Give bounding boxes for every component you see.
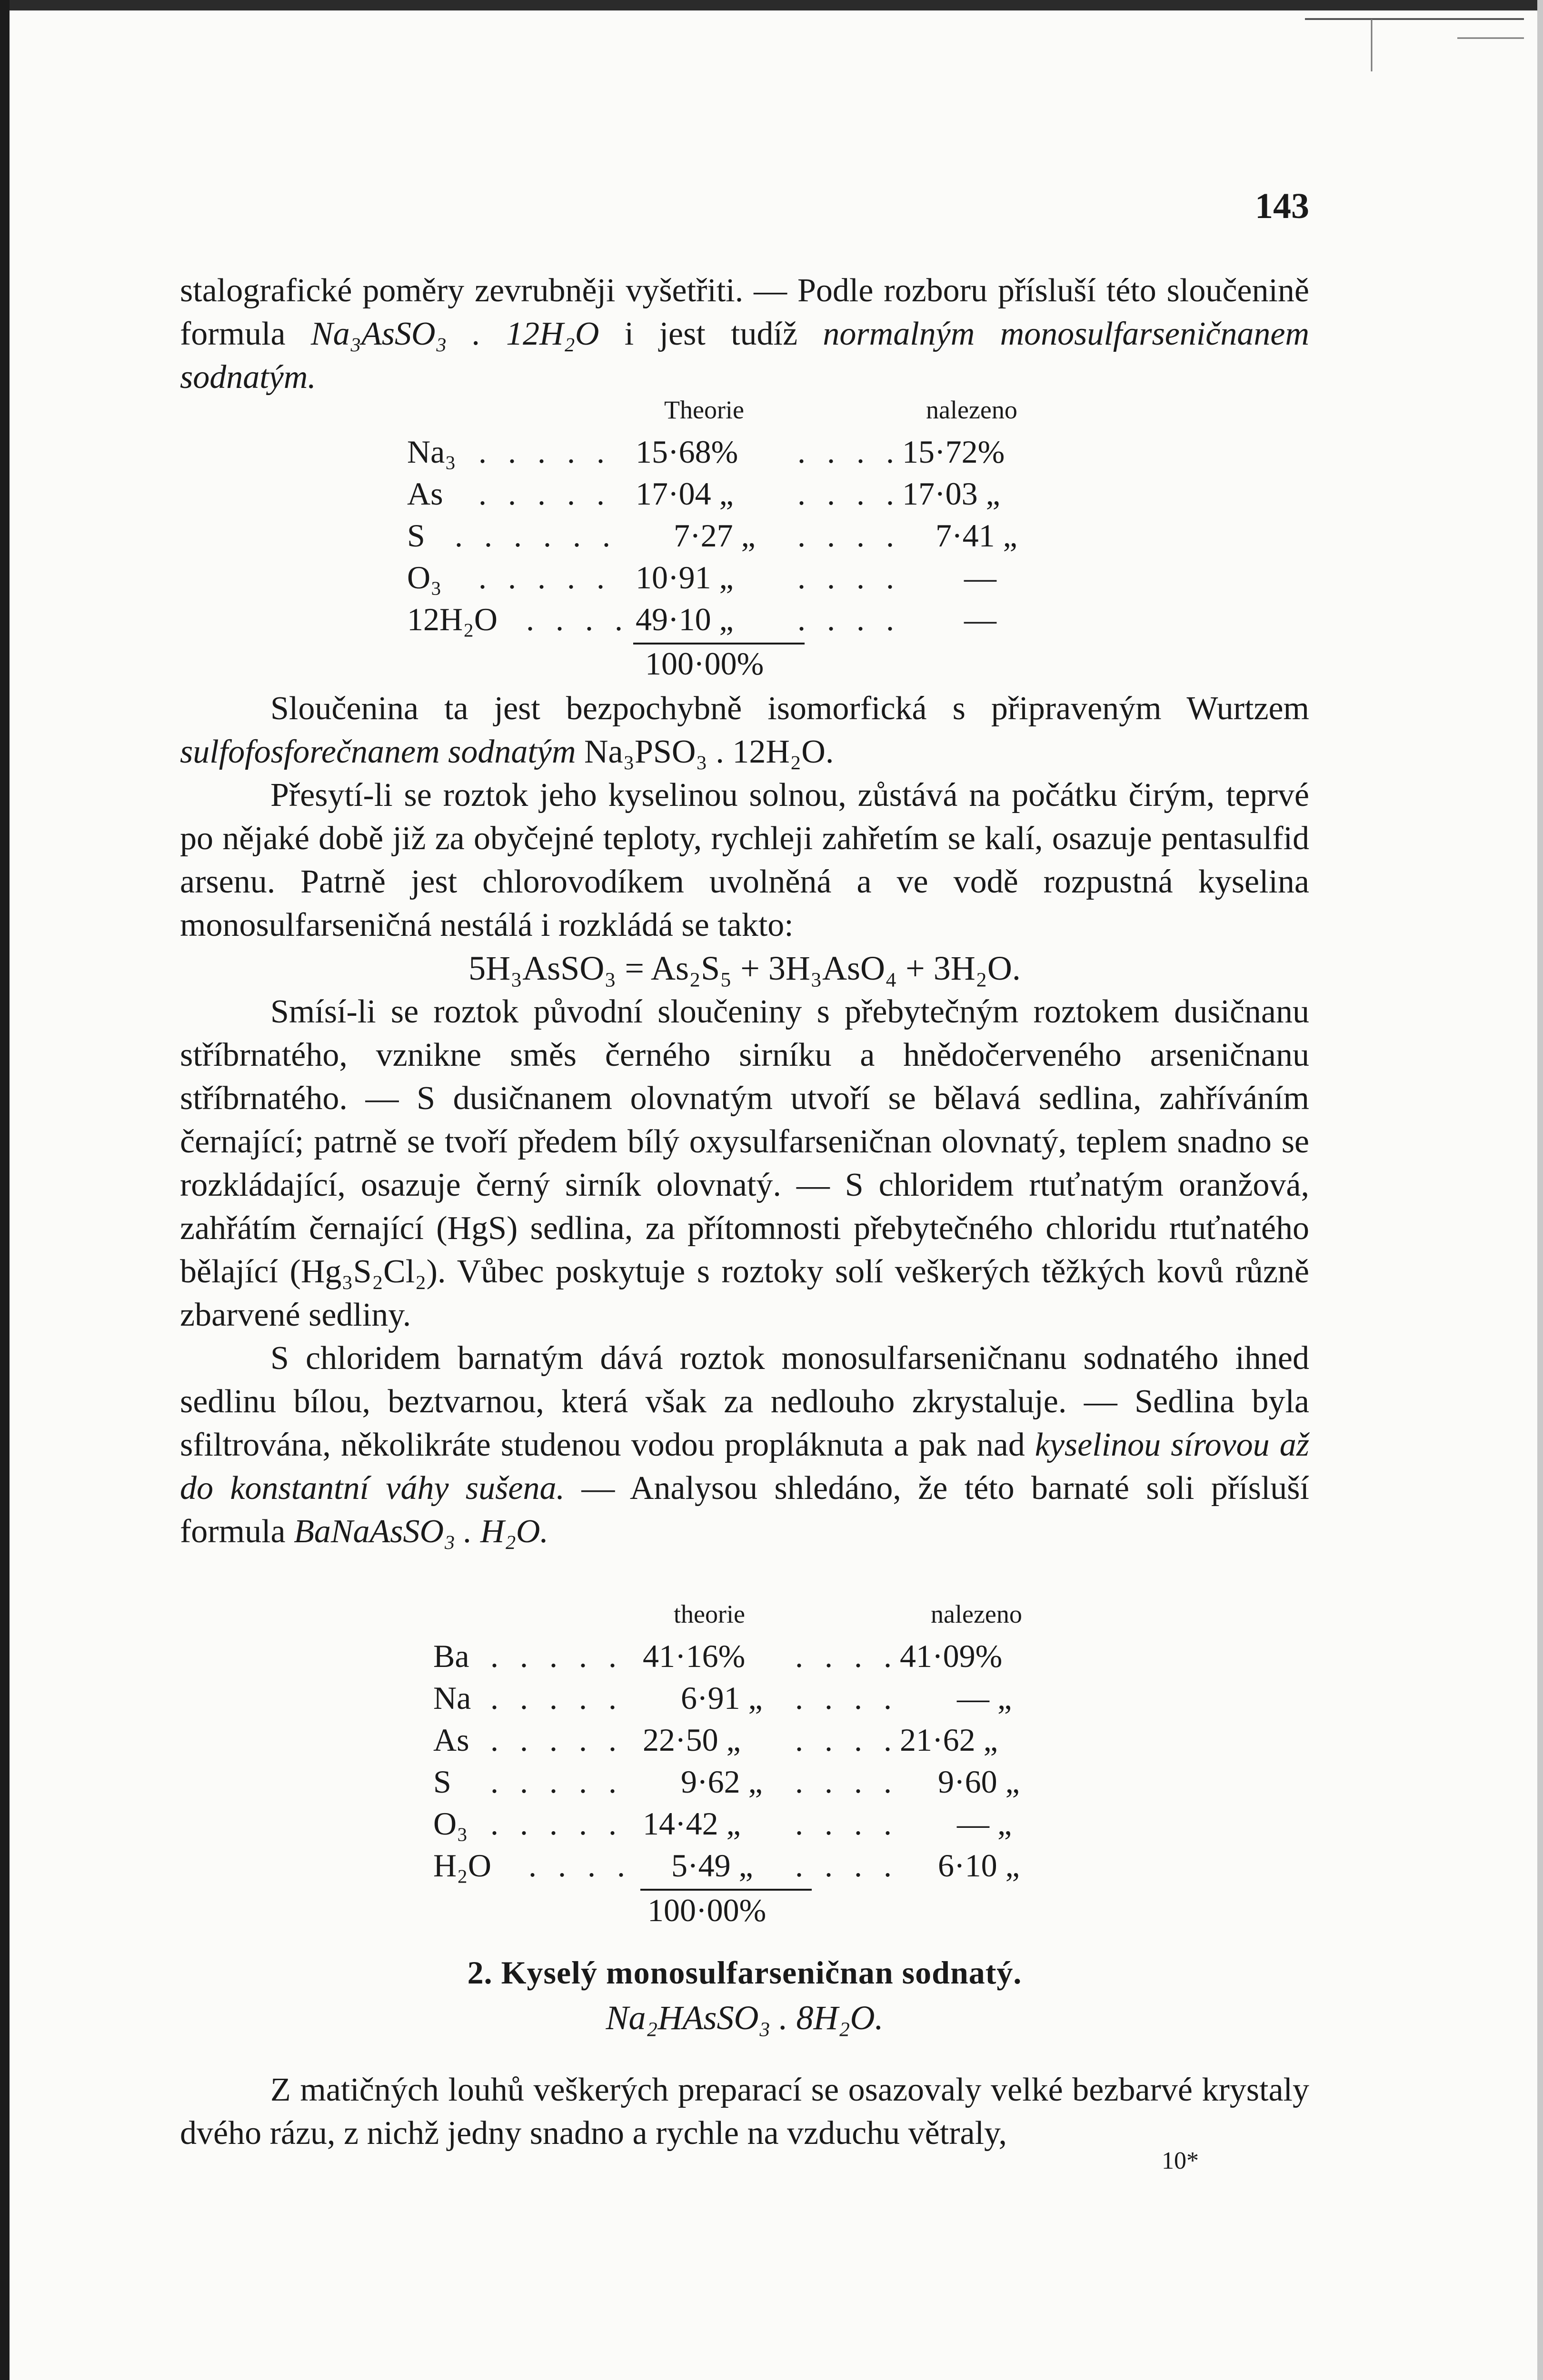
table1-found: —: [964, 601, 996, 637]
lower-text-block: [180, 2068, 1309, 2155]
table2-found: 9·60 „: [938, 1764, 1020, 1800]
table1-theory: 7·27 „: [674, 517, 756, 554]
table2-row: Na . . . . . 6·91 „ . . . . — „: [433, 1680, 1012, 1716]
para5-text: S chloridem barnatým dává roztok monosulfarseničnanu sodnatého ihned sedlinu bílou, beztvarnou, která však za nedlouho zkrystaluje. — Sedlina byla sfiltrována, několikráte studenou vodou propláknuta a pak nad: [180, 1340, 1309, 1463]
table1-found: 15·72%: [902, 434, 1005, 470]
para2-text: Sloučenina ta jest bezpochybně isomorfická s připraveným Wurtzem: [270, 690, 1309, 727]
section-heading: 2. Kyselý monosulfarseničnan sodnatý.: [467, 1954, 1022, 1991]
table2-label: Na: [433, 1680, 471, 1716]
paragraph-2: [180, 687, 1309, 774]
para5-text-b: — Analysou shledáno, že této barnaté soli přísluší formula: [180, 1470, 1309, 1550]
table1-row: 12H₂O . . . . 49·10 „ . . . . —: [407, 601, 996, 637]
table2-row: As . . . . . 22·50 „ . . . . 21·62 „: [433, 1722, 998, 1758]
paragraph-1: [180, 269, 1309, 399]
table2-header-theory: theorie: [674, 1600, 745, 1628]
table1-label: As: [407, 476, 443, 512]
table2-row: Ba . . . . . 41·16% . . . . 41·09%: [433, 1638, 1003, 1674]
para1-formula: Na₃AsSO₃ . 12H₂O: [310, 316, 599, 352]
table2-row: O₃ . . . . . 14·42 „ . . . . — „: [433, 1805, 1012, 1842]
table2-header-found: nalezeno: [931, 1600, 1022, 1628]
table1-row: O₃ . . . . . 10·91 „ . . . . —: [407, 559, 996, 595]
table2-theory: 9·62 „: [681, 1764, 763, 1800]
paragraph-4: Smísí-li se roztok původní sloučeniny s přebytečným roztokem dusičnanu stříbrnatého, vznikne směs černého sirníku a hnědočerveného arseničnanu stříbrnatého. — S dusičnanem olovnatým utvoří se bělavá sedlina, zahříváním černající; patrně se tvoří předem bílý oxysulfarseničnan olovnatý, teplem snadno se rozkládající, osazuje černý sirník olovnatý. — S chloridem rtuťnatým oranžová, zahřátím černající (HgS) sedlina, za přítomnosti přebytečného chloridu rtuťnatého bělající (Hg₃S₂Cl₂). Vůbec poskytuje s roztoky solí veškerých těžkých kovů různě zbarvené sedliny.: [180, 993, 1309, 1333]
table2-label: O₃: [433, 1805, 468, 1842]
para5-italic: kyselinou sírovou až do konstantní váhy sušena.: [180, 1427, 1309, 1507]
table1-theory: 17·04 „: [636, 476, 734, 512]
table1-label: Na₃: [407, 434, 456, 470]
table1-found: 7·41 „: [936, 517, 1017, 554]
para2-formula: Na₃PSO₃ . 12H₂O.: [576, 734, 834, 770]
table2-theory: 22·50 „: [643, 1722, 741, 1758]
upper-text-block: [180, 269, 1309, 399]
table1-row: As . . . . . 17·04 „ . . . . 17·03 „: [407, 476, 1000, 512]
para1-italic: normalným monosulfarseničnanem sodnatým.: [180, 316, 1309, 396]
table2-sum-line: [640, 1889, 812, 1891]
para5-formula: BaNaAsSO₃ . H₂O.: [294, 1513, 548, 1550]
table2-row: S . . . . . 9·62 „ . . . . 9·60 „: [433, 1764, 1020, 1800]
table1-header-found: nalezeno: [926, 396, 1017, 424]
para1-text: stalografické poměry zevrubněji vyšetřiti. — Podle rozboru přísluší této sloučenině formula: [180, 272, 1309, 352]
table1-label: S: [407, 517, 425, 554]
table2-theory: 41·16%: [643, 1638, 746, 1674]
table1-label: O₃: [407, 559, 442, 595]
table2-row: H₂O . . . . 5·49 „ . . . . 6·10 „: [433, 1847, 1020, 1884]
table2-found: 6·10 „: [938, 1847, 1020, 1884]
table1-found: —: [964, 559, 996, 595]
section-formula: Na₂HAsSO₃ . 8H₂O.: [606, 1999, 884, 2037]
table1-sum-line: [633, 643, 805, 645]
para1-text-b: i jest tudíž: [599, 316, 823, 352]
table2-total: 100·00%: [647, 1892, 767, 1928]
paragraph-3: Přesytí-li se roztok jeho kyselinou solnou, zůstává na počátku čirým, teprvé po nějaké době již za obyčejné teploty, rychleji zahřetím se kalí, osazuje pentasulfid arsenu. Patrně jest chlorovodíkem uvolněná a ve vodě rozpustná kyselina monosulfarseničná nestálá i rozkládá se takto:: [180, 777, 1309, 943]
table2-found: 41·09%: [900, 1638, 1003, 1674]
paragraph-5: [180, 1337, 1309, 1553]
table2-theory: 14·42 „: [643, 1805, 741, 1842]
table1-theory: 10·91 „: [636, 559, 734, 595]
table1-theory: 15·68%: [636, 434, 738, 470]
table1-theory: 49·10 „: [636, 601, 734, 637]
table2-label: Ba: [433, 1638, 469, 1674]
table2-label: As: [433, 1722, 469, 1758]
table1-row: Na₃ . . . . . 15·68% . . . . 15·72%: [407, 434, 1005, 470]
scan-border-right: [1537, 0, 1543, 2380]
para2-italic: sulfofosforečnanem sodnatým: [180, 734, 576, 770]
page-number: 143: [1255, 186, 1309, 226]
table2-theory: 5·49 „: [671, 1847, 753, 1884]
table1-label: 12H₂O: [407, 601, 498, 637]
table2-found: — „: [957, 1805, 1012, 1842]
table2-found: — „: [957, 1680, 1012, 1716]
table1-found: 17·03 „: [902, 476, 1000, 512]
table1-total: 100·00%: [645, 645, 764, 682]
signature-mark: 10*: [1162, 2147, 1199, 2174]
table1-row: S . . . . . . 7·27 „ . . . . 7·41 „: [407, 517, 1017, 554]
middle-text-block: [180, 687, 1309, 1553]
scan-artifact-lines: [1286, 10, 1533, 81]
scan-border-left: [0, 0, 10, 2380]
table2-label: H₂O: [433, 1847, 491, 1884]
paragraph-6: Z matičných louhů veškerých preparací se osazovaly velké bezbarvé krystaly dvého rázu, z nichž jedny snadno a rychle na vzduchu větraly,: [180, 2072, 1309, 2152]
reaction-equation: 5H₃AsSO₃ = As₂S₅ + 3H₃AsO₄ + 3H₂O.: [468, 949, 1021, 987]
scan-border-top: [0, 0, 1543, 10]
table2-label: S: [433, 1764, 451, 1800]
table2-theory: 6·91 „: [681, 1680, 763, 1716]
table2-found: 21·62 „: [900, 1722, 998, 1758]
table1-header-theory: Theorie: [664, 396, 744, 424]
